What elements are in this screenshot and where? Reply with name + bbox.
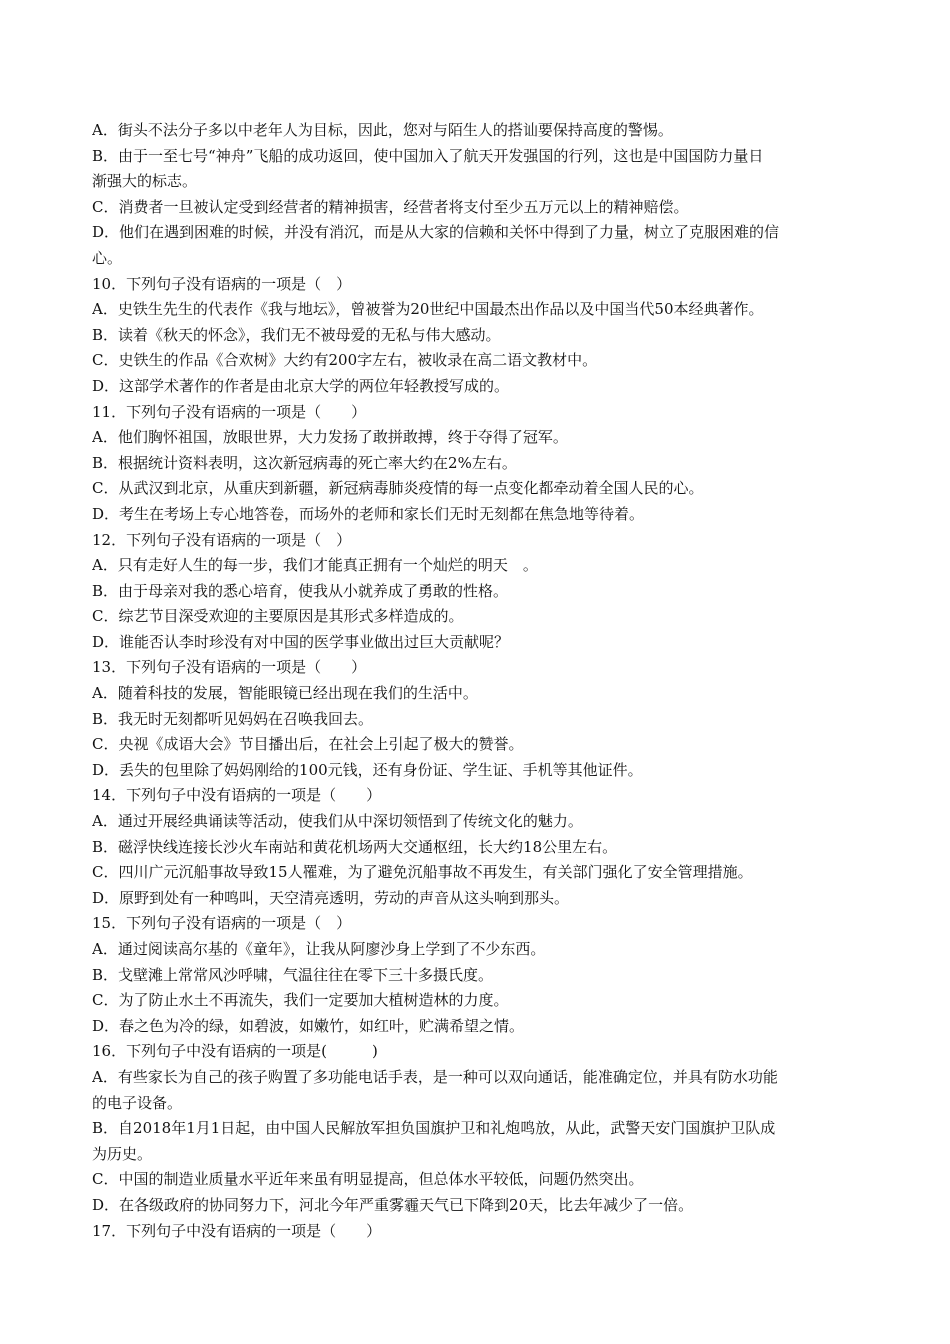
text-line: B．根据统计资料表明，这次新冠病毒的死亡率大约在2%左右。 — [92, 453, 517, 472]
text-line: B．读着《秋天的怀念》，我们无不被母爱的无私与伟大感动。 — [92, 325, 501, 344]
text-line: D．在各级政府的协同努力下，河北今年严重雾霾天气已下降到20天，比去年减少了一倍。 — [92, 1195, 694, 1214]
text-line: 为历史。 — [92, 1144, 153, 1163]
text-line: D．这部学术著作的作者是由北京大学的两位年轻教授写成的。 — [92, 376, 510, 395]
text-line: A．通过阅读高尔基的《童年》，让我从阿廖沙身上学到了不少东西。 — [92, 940, 546, 958]
text-line: B．由于母亲对我的悉心培育，使我从小就养成了勇敢的性格。 — [92, 581, 509, 600]
text-line: A．史铁生先生的代表作《我与地坛》，曾被誉为20世纪中国最杰出作品以及中国当代50本经典著作。 — [92, 300, 764, 319]
text-line: A．有些家长为自己的孩子购置了多功能电话手表，是一种可以双向通话，能准确定位，并具有防水功能 — [92, 1067, 778, 1086]
text-line: A．随着科技的发展，智能眼镜已经出现在我们的生活中。 — [92, 684, 478, 703]
text-line: C．从武汉到北京，从重庆到新疆，新冠病毒肺炎疫情的每一点变化都牵动着全国人民的心。 — [92, 479, 704, 498]
text-line: 11．下列句子没有语病的一项是（ ） — [92, 402, 367, 421]
question-text-block — [92, 118, 868, 1244]
text-line: C．四川广元沉船事故导致15人罹难，为了避免沉船事故不再发生，有关部门强化了安全管理措施。 — [92, 863, 753, 882]
text-line: D．原野到处有一种鸣叫，天空清亮透明，劳动的声音从这头响到那头。 — [92, 888, 570, 907]
text-line: C．消费者一旦被认定受到经营者的精神损害，经营者将支付至少五万元以上的精神赔偿。 — [92, 197, 689, 216]
text-line: 10．下列句子没有语病的一项是（ ） — [92, 274, 352, 293]
text-line: C．综艺节目深受欢迎的主要原因是其形式多样造成的。 — [92, 607, 464, 626]
text-line: D．他们在遇到困难的时候，并没有消沉，而是从大家的信赖和关怀中得到了力量，树立了克服困难的信 — [92, 223, 780, 242]
text-line: A．他们胸怀祖国，放眼世界，大力发扬了敢拼敢搏，终于夺得了冠军。 — [92, 428, 568, 447]
text-line: C．中国的制造业质量水平近年来虽有明显提高，但总体水平较低，问题仍然突出。 — [92, 1170, 644, 1189]
text-line: C．为了防止水土不再流失，我们一定要加大植树造林的力度。 — [92, 991, 509, 1010]
text-line: A．街头不法分子多以中老年人为目标，因此，您对与陌生人的搭讪要保持高度的警惕。 — [92, 121, 673, 139]
text-line: 的电子设备。 — [92, 1093, 183, 1112]
text-line: D．丢失的包里除了妈妈刚给的100元钱，还有身份证、学生证、手机等其他证件。 — [92, 760, 643, 779]
text-line: 渐强大的标志。 — [92, 172, 198, 191]
text-line: 13．下列句子没有语病的一项是（ ） — [92, 658, 367, 677]
text-line: C．央视《成语大会》节目播出后，在社会上引起了极大的赞誉。 — [92, 735, 524, 754]
text-line: 12．下列句子没有语病的一项是（ ） — [92, 530, 352, 549]
text-line: 17．下列句子中没有语病的一项是（ ） — [92, 1221, 382, 1240]
text-line: 14．下列句子中没有语病的一项是（ ） — [92, 786, 382, 805]
text-line: 15．下列句子没有语病的一项是（ ） — [92, 914, 352, 933]
text-line: 16．下列句子中没有语病的一项是( ) — [92, 1042, 378, 1061]
text-line: 心。 — [92, 248, 123, 267]
text-line: B．我无时无刻都听见妈妈在召唤我回去。 — [92, 709, 374, 728]
text-line: D．考生在考场上专心地答卷，而场外的老师和家长们无时无刻都在焦急地等待着。 — [92, 504, 645, 523]
text-line: B．戈壁滩上常常风沙呼啸，气温往往在零下三十多摄氏度。 — [92, 965, 494, 984]
text-line: B．由于一至七号“神舟”飞船的成功返回，使中国加入了航天开发强国的行列，这也是中国国防力量日 — [92, 146, 764, 165]
text-line: A．只有走好人生的每一步，我们才能真正拥有一个灿烂的明天 。 — [92, 556, 538, 575]
text-line: C．史铁生的作品《合欢树》大约有200字左右，被收录在高二语文教材中。 — [92, 351, 598, 370]
text-line: B．磁浮快线连接长沙火车南站和黄花机场两大交通枢纽，长大约18公里左右。 — [92, 837, 618, 856]
text-line: A．通过开展经典诵读等活动，使我们从中深切领悟到了传统文化的魅力。 — [92, 812, 583, 831]
text-line: B．自2018年1月1日起，由中国人民解放军担负国旗护卫和礼炮鸣放，从此，武警天安门国旗护卫队成 — [92, 1119, 776, 1138]
text-line: D．谁能否认李时珍没有对中国的医学事业做出过巨大贡献呢？ — [92, 632, 510, 651]
text-line: D．春之色为冷的绿，如碧波，如嫩竹，如红叶，贮满希望之情。 — [92, 1016, 525, 1035]
